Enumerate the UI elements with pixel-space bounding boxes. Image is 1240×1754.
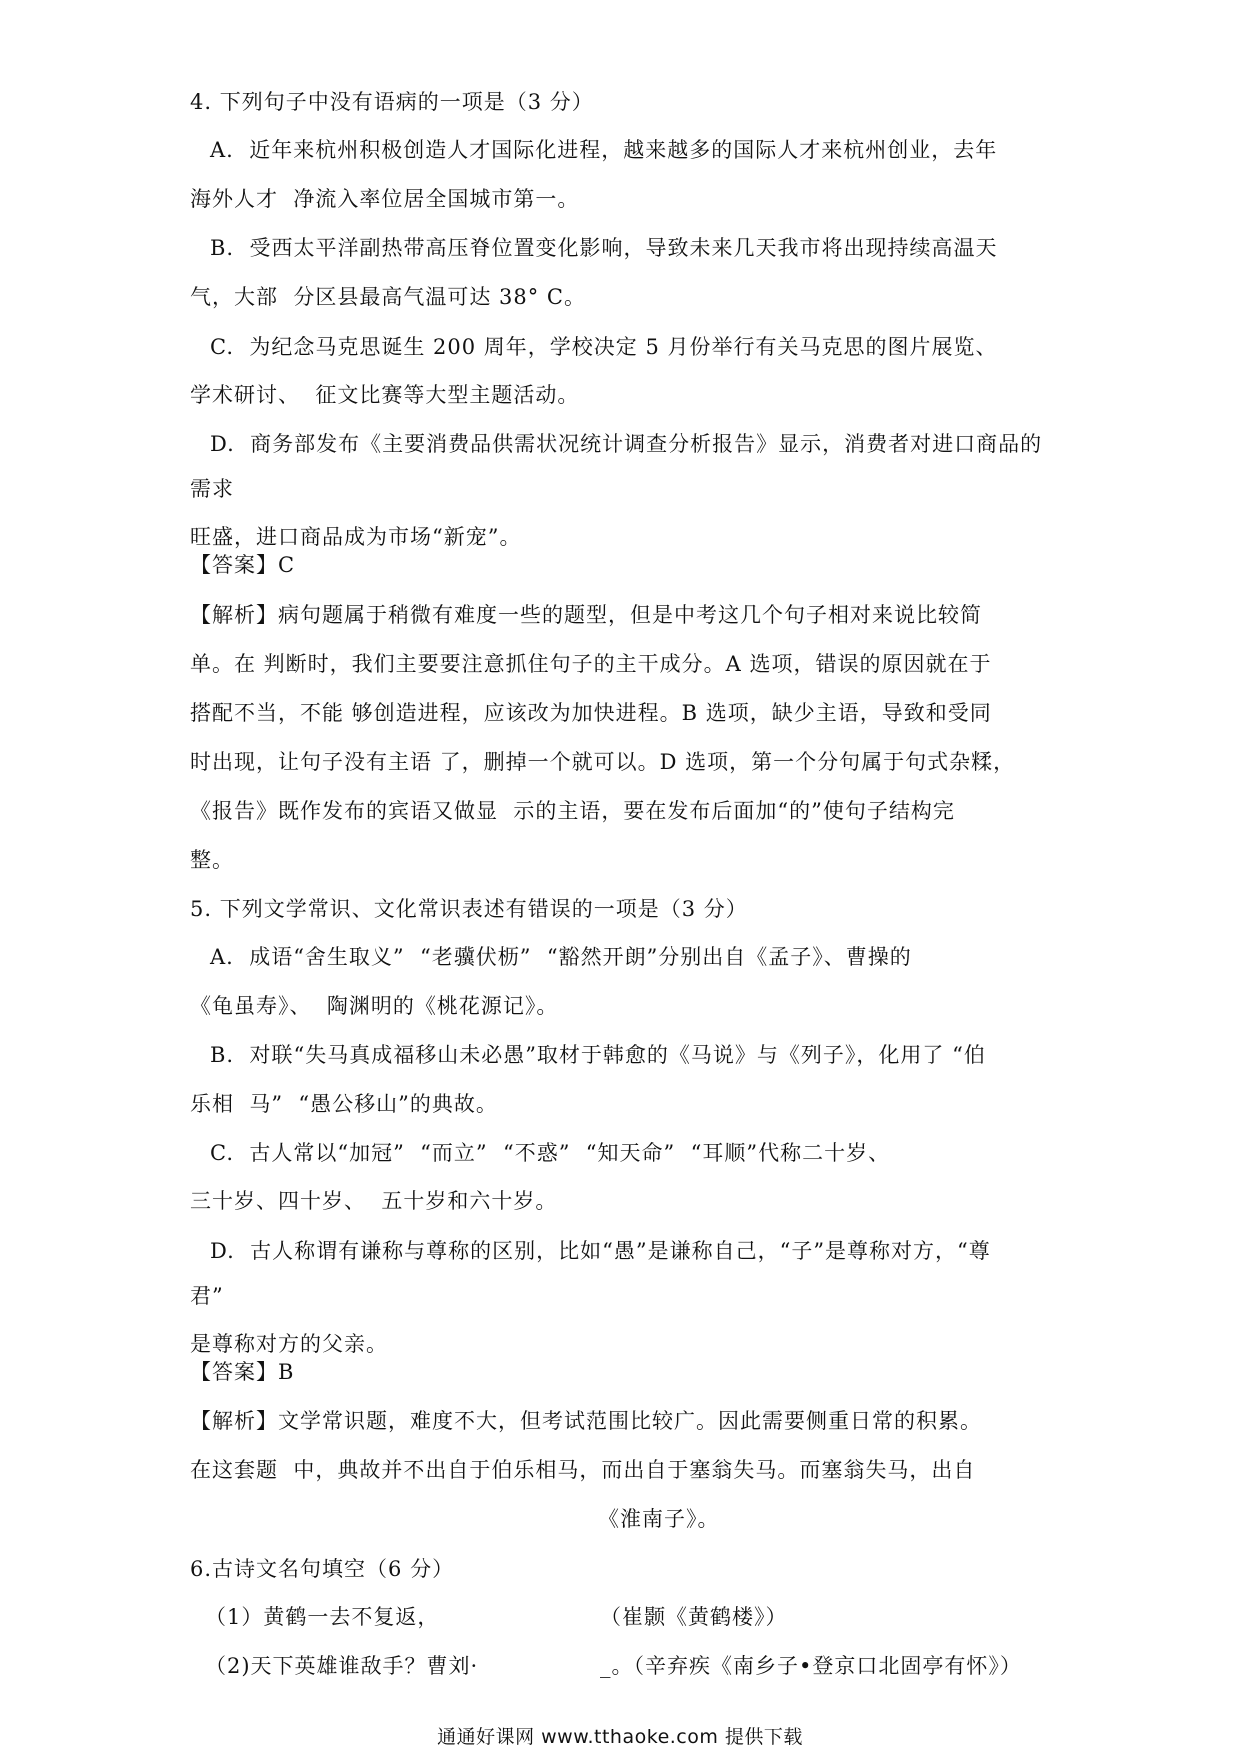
q5-option-c-line1: C. 古人常以“加冠” “而立” “不惑” “知天命” “耳顺”代称二十岁、 bbox=[210, 1141, 891, 1165]
q5-analysis-line3: 《淮南子》。 bbox=[598, 1507, 720, 1531]
q5-option-a-line1: A. 成语“舍生取义” “老骥伏枥” “豁然开朗”分别出自《孟子》、曹操的 bbox=[210, 945, 912, 969]
q5-option-a-line2: 《龟虽寿》、 陶渊明的《桃花源记》。 bbox=[190, 994, 559, 1018]
q5-option-d-line1: D. 古人称谓有谦称与尊称的区别，比如“愚”是谦称自己，“子”是尊称对方，“尊 bbox=[210, 1239, 991, 1263]
q6-item-1-prompt: （1）黄鹤一去不复返， bbox=[205, 1605, 440, 1629]
q5-analysis-line1: 【解析】文学常识题，难度不大，但考试范围比较广。因此需要侧重日常的积累。 bbox=[190, 1409, 982, 1433]
q4-analysis-line4: 时出现，让句子没有主语 了，删掉一个就可以。D 选项，第一个分句属于句式杂糅， bbox=[190, 750, 1016, 774]
q5-answer: 【答案】B bbox=[190, 1360, 295, 1384]
q5-option-d-line3: 是尊称对方的父亲。 bbox=[190, 1332, 388, 1356]
q4-option-c-line2: 学术研讨、 征文比赛等大型主题活动。 bbox=[190, 383, 580, 407]
q4-option-a-line1: A. 近年来杭州积极创造人才国际化进程，越来越多的国际人才来杭州创业，去年 bbox=[210, 138, 998, 162]
q4-title: 4. 下列句子中没有语病的一项是（3 分） bbox=[190, 90, 594, 114]
q5-title: 5. 下列文学常识、文化常识表述有错误的一项是（3 分） bbox=[190, 897, 748, 921]
q4-analysis-line6: 整。 bbox=[190, 848, 234, 872]
page-footer: 通通好课网 www.tthaoke.com 提供下载 bbox=[437, 1726, 803, 1748]
q4-option-a-line2: 海外人才 净流入率位居全国城市第一。 bbox=[190, 187, 580, 211]
q4-option-b-line2: 气，大部 分区县最高气温可达 38° C。 bbox=[190, 285, 586, 309]
q4-option-d-line1: D. 商务部发布《主要消费品供需状况统计调查分析报告》显示，消费者对进口商品的 bbox=[210, 432, 1043, 456]
q4-option-c-line1: C. 为纪念马克思诞生 200 周年，学校决定 5 月份举行有关马克思的图片展览、 bbox=[210, 335, 998, 359]
q4-option-d-line3: 旺盛，进口商品成为市场“新宠”。 bbox=[190, 525, 522, 549]
q5-option-b-line1: B. 对联“失马真成福移山未必愚”取材于韩愈的《马说》与《列子》，化用了 “伯 bbox=[210, 1043, 986, 1067]
q5-option-b-line2: 乐相 马” “愚公移山”的典故。 bbox=[190, 1092, 498, 1116]
q6-item-2-source: _。（辛弃疾《南乡子•登京口北固亭有怀》） bbox=[600, 1654, 1022, 1678]
q5-option-d-line2: 君” bbox=[190, 1284, 224, 1308]
q6-item-1-source: （崔颢《黄鹤楼》） bbox=[600, 1605, 788, 1629]
q4-option-d-line2: 需求 bbox=[190, 477, 234, 501]
q4-analysis-line2: 单。在 判断时，我们主要要注意抓住句子的主干成分。A 选项，错误的原因就在于 bbox=[190, 652, 992, 676]
q5-option-c-line2: 三十岁、四十岁、 五十岁和六十岁。 bbox=[190, 1189, 558, 1213]
q6-item-2-prompt: （2)天下英雄谁敌手？曹刘· bbox=[205, 1654, 479, 1678]
q4-analysis-line1: 【解析】病句题属于稍微有难度一些的题型，但是中考这几个句子相对来说比较简 bbox=[190, 603, 982, 627]
q4-analysis-line5: 《报告》既作发布的宾语又做显 示的主语，要在发布后面加“的”使句子结构完 bbox=[190, 799, 955, 823]
q4-option-b-line1: B. 受西太平洋副热带高压脊位置变化影响，导致未来几天我市将出现持续高温天 bbox=[210, 236, 998, 260]
q4-analysis-line3: 搭配不当，不能 够创造进程，应该改为加快进程。B 选项，缺少主语，导致和受同 bbox=[190, 701, 992, 725]
q6-title: 6.古诗文名句填空（6 分） bbox=[190, 1557, 455, 1581]
q5-analysis-line2: 在这套题 中，典故并不出自于伯乐相马，而出自于塞翁失马。而塞翁失马，出自 bbox=[190, 1458, 976, 1482]
q4-answer: 【答案】C bbox=[190, 553, 296, 577]
